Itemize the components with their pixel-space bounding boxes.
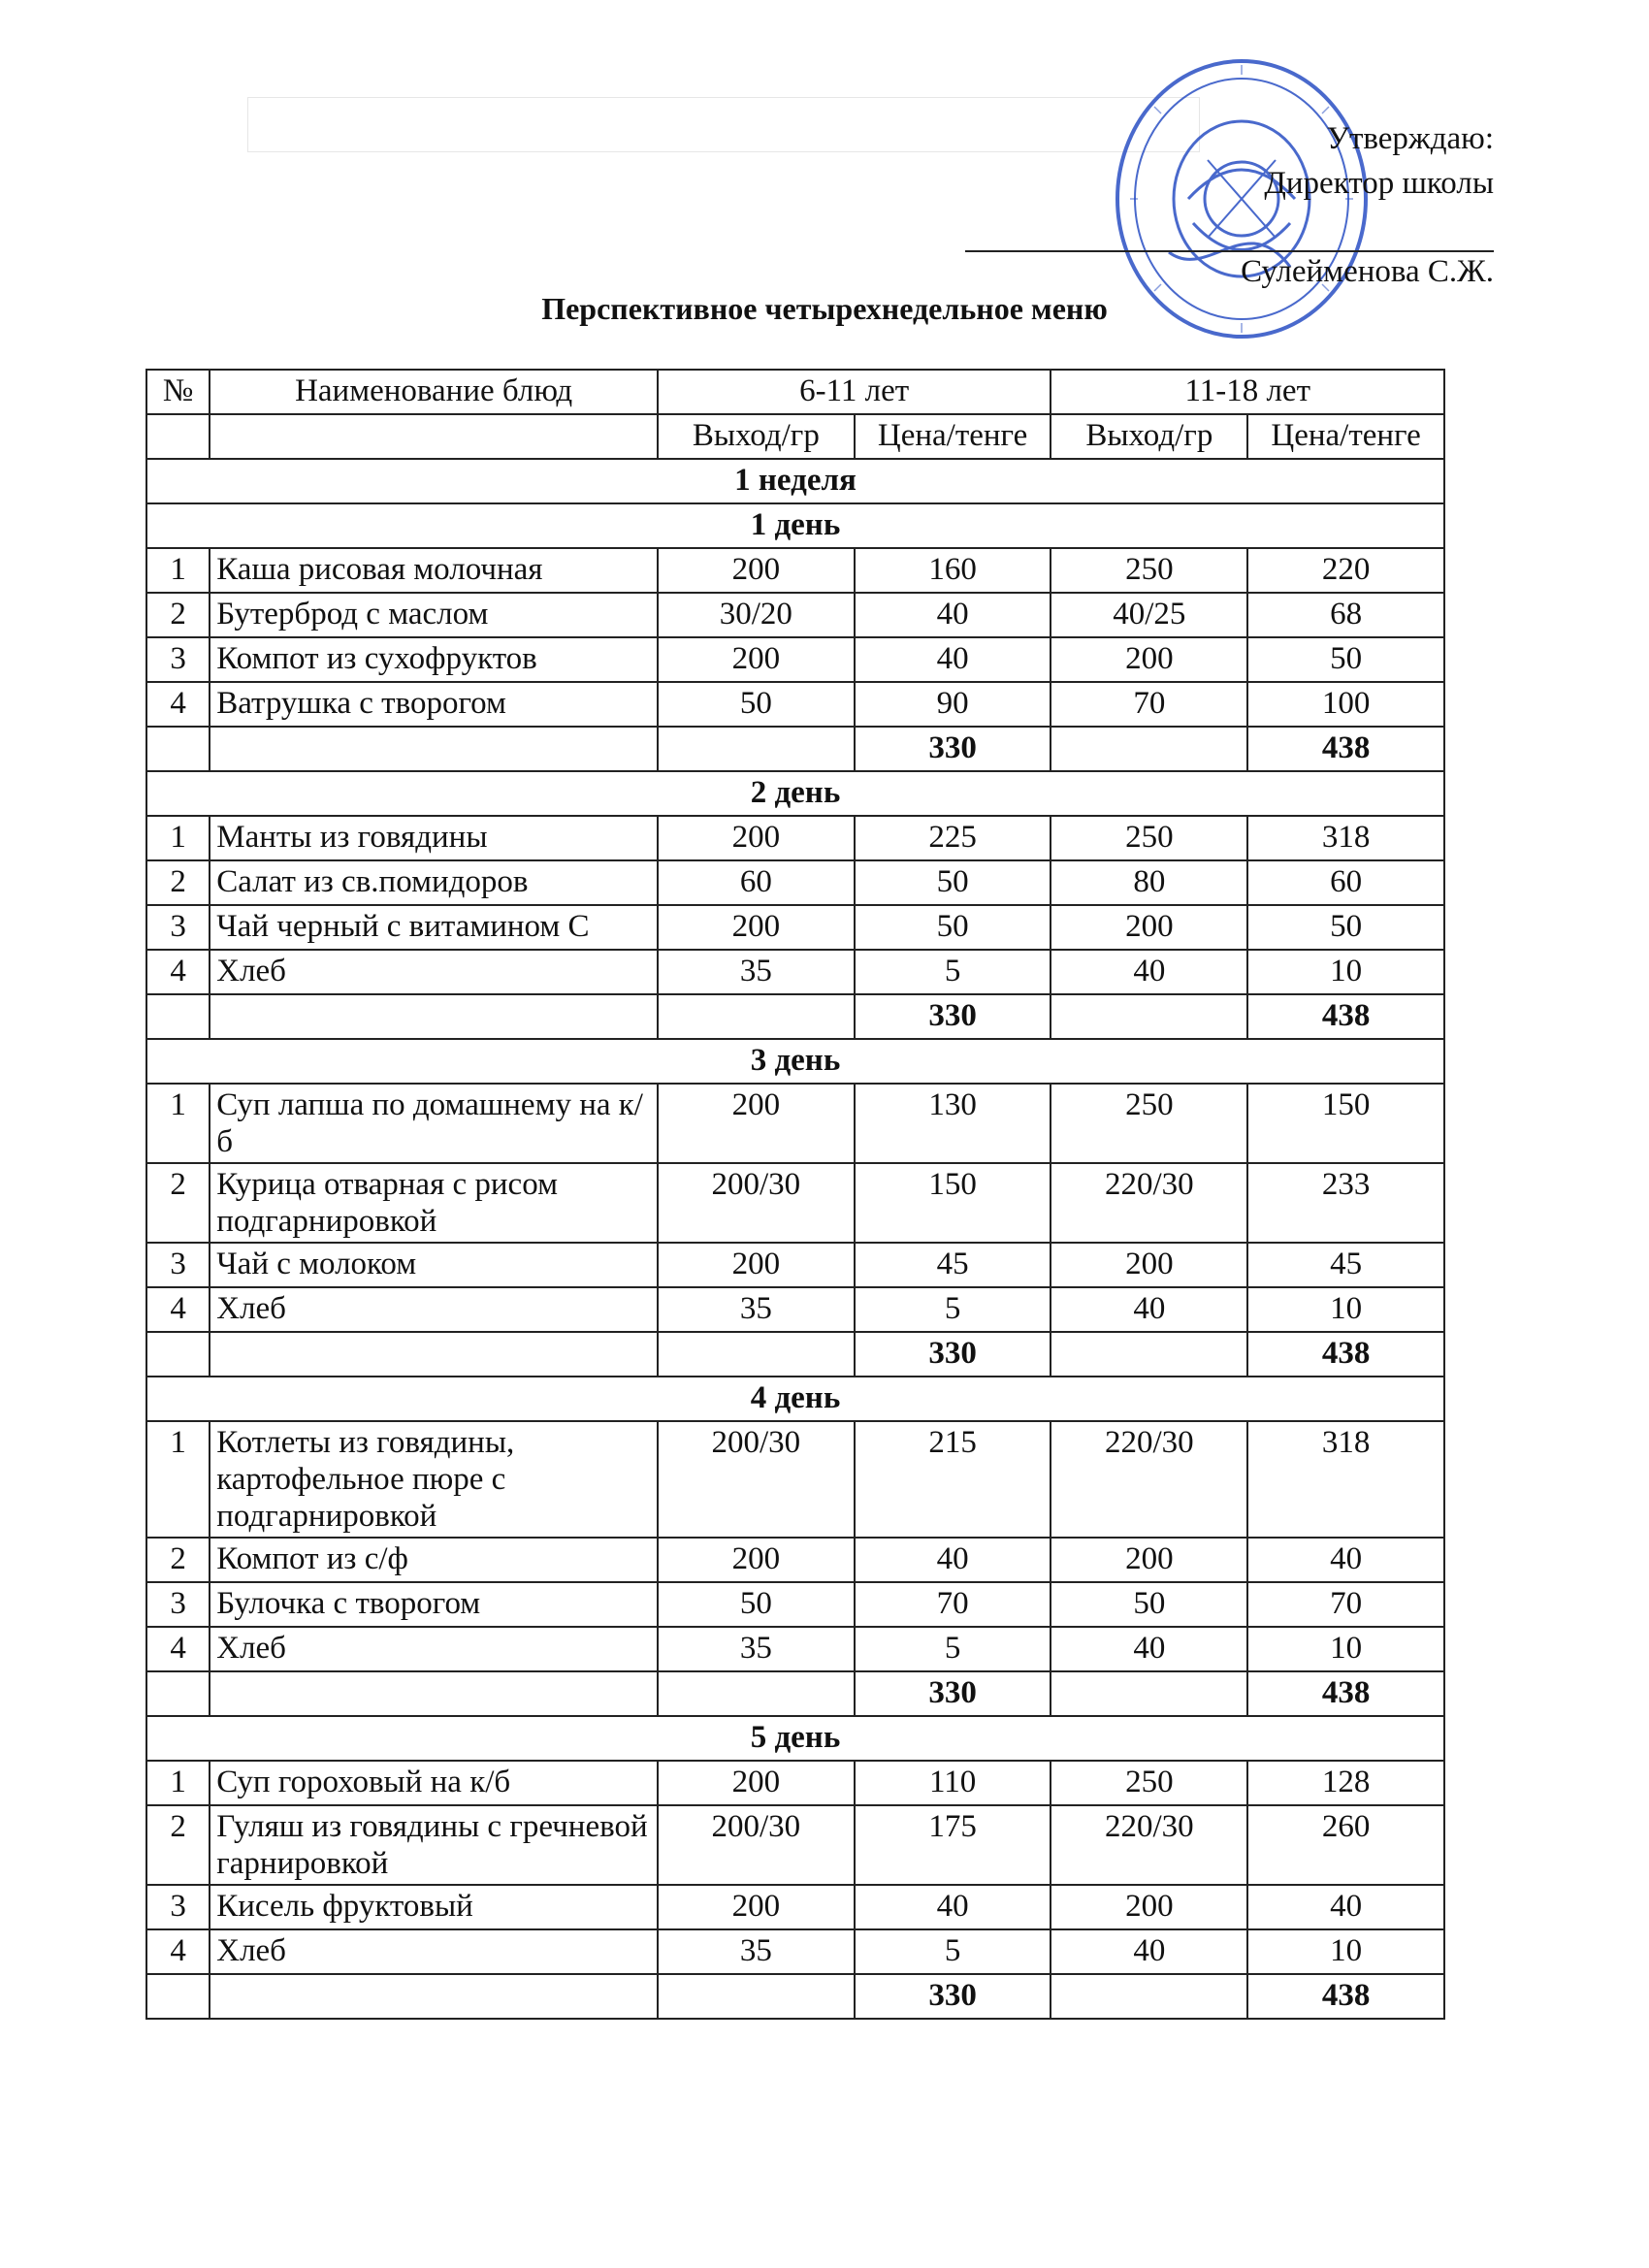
dish-name: Каша рисовая молочная: [210, 548, 658, 593]
price-11-18: 45: [1247, 1243, 1444, 1287]
total-blank: [1051, 1671, 1247, 1716]
portion-6-11: 200: [658, 1761, 855, 1805]
total-6-11: 330: [855, 1974, 1051, 2019]
director-label: Директор школы: [1264, 166, 1494, 201]
price-6-11: 175: [855, 1805, 1051, 1885]
dish-number: 1: [146, 1084, 210, 1163]
dish-name: Ватрушка с творогом: [210, 682, 658, 727]
total-blank: [146, 1671, 210, 1716]
price-11-18: 318: [1247, 816, 1444, 860]
total-11-18: 438: [1247, 1974, 1444, 2019]
portion-11-18: 40: [1051, 1929, 1247, 1974]
portion-6-11: 200: [658, 1084, 855, 1163]
total-6-11: 330: [855, 994, 1051, 1039]
dish-number: 1: [146, 1761, 210, 1805]
table-row: [146, 1538, 1444, 1582]
director-name: Сулейменова С.Ж.: [1241, 254, 1494, 289]
total-11-18: 438: [1247, 727, 1444, 771]
price-11-18: 150: [1247, 1084, 1444, 1163]
subheader-price-1: Цена/тенге: [855, 414, 1051, 459]
dish-number: 2: [146, 1538, 210, 1582]
portion-6-11: 200: [658, 1538, 855, 1582]
price-11-18: 128: [1247, 1761, 1444, 1805]
dish-name: Салат из св.помидоров: [210, 860, 658, 905]
price-6-11: 40: [855, 637, 1051, 682]
total-blank: [210, 994, 658, 1039]
day-header-row: [146, 1377, 1444, 1421]
subheader-price-2: Цена/тенге: [1247, 414, 1444, 459]
dish-number: 4: [146, 682, 210, 727]
price-6-11: 150: [855, 1163, 1051, 1243]
total-blank: [210, 1671, 658, 1716]
total-blank: [210, 727, 658, 771]
total-6-11: 330: [855, 727, 1051, 771]
subheader-out-1: Выход/гр: [658, 414, 855, 459]
table-row: [146, 950, 1444, 994]
day-label: 5 день: [146, 1716, 1444, 1761]
dish-number: 4: [146, 1929, 210, 1974]
dish-number: 1: [146, 548, 210, 593]
day-label: 3 день: [146, 1039, 1444, 1084]
dish-name: Компот из сухофруктов: [210, 637, 658, 682]
total-blank: [658, 727, 855, 771]
dish-number: 3: [146, 905, 210, 950]
dish-number: 4: [146, 1287, 210, 1332]
menu-table: [146, 369, 1445, 2020]
total-blank: [1051, 727, 1247, 771]
price-11-18: 60: [1247, 860, 1444, 905]
portion-11-18: 220/30: [1051, 1805, 1247, 1885]
subheader-row: [146, 414, 1444, 459]
dish-number: 2: [146, 1805, 210, 1885]
week-row: [146, 459, 1444, 503]
portion-11-18: 250: [1051, 1084, 1247, 1163]
day-header-row: [146, 1039, 1444, 1084]
portion-6-11: 200: [658, 637, 855, 682]
price-6-11: 40: [855, 1538, 1051, 1582]
portion-6-11: 35: [658, 1929, 855, 1974]
portion-11-18: 40: [1051, 1627, 1247, 1671]
dish-name: Чай черный с витамином С: [210, 905, 658, 950]
approve-label: Утверждаю:: [1326, 121, 1494, 156]
price-6-11: 90: [855, 682, 1051, 727]
price-6-11: 70: [855, 1582, 1051, 1627]
dish-name: Компот из с/ф: [210, 1538, 658, 1582]
portion-6-11: 200/30: [658, 1163, 855, 1243]
price-11-18: 10: [1247, 1287, 1444, 1332]
price-6-11: 5: [855, 950, 1051, 994]
portion-6-11: 200: [658, 1243, 855, 1287]
header-name: Наименование блюд: [210, 370, 658, 414]
table-row: [146, 905, 1444, 950]
table-row: [146, 1582, 1444, 1627]
portion-11-18: 250: [1051, 816, 1247, 860]
dish-name: Хлеб: [210, 1929, 658, 1974]
table-row: [146, 682, 1444, 727]
portion-11-18: 200: [1051, 905, 1247, 950]
price-11-18: 50: [1247, 637, 1444, 682]
price-6-11: 215: [855, 1421, 1051, 1538]
total-blank: [146, 994, 210, 1039]
table-row: [146, 816, 1444, 860]
dish-name: Хлеб: [210, 1287, 658, 1332]
total-row: [146, 1332, 1444, 1377]
day-label: 2 день: [146, 771, 1444, 816]
dish-name: Хлеб: [210, 950, 658, 994]
dish-number: 2: [146, 593, 210, 637]
table-row: [146, 1287, 1444, 1332]
day-header-row: [146, 1716, 1444, 1761]
total-11-18: 438: [1247, 994, 1444, 1039]
table-row: [146, 637, 1444, 682]
price-6-11: 5: [855, 1929, 1051, 1974]
portion-6-11: 200: [658, 816, 855, 860]
table-row: [146, 1627, 1444, 1671]
price-6-11: 45: [855, 1243, 1051, 1287]
price-11-18: 10: [1247, 1627, 1444, 1671]
table-row: [146, 548, 1444, 593]
dish-name: Котлеты из говядины, картофельное пюре с подгарнировкой: [210, 1421, 658, 1538]
dish-number: 4: [146, 950, 210, 994]
portion-6-11: 200: [658, 1885, 855, 1929]
dish-number: 2: [146, 860, 210, 905]
dish-name: Суп лапша по домашнему на к/б: [210, 1084, 658, 1163]
table-row: [146, 1243, 1444, 1287]
portion-6-11: 200/30: [658, 1805, 855, 1885]
portion-11-18: 40: [1051, 950, 1247, 994]
price-11-18: 50: [1247, 905, 1444, 950]
total-blank: [1051, 994, 1247, 1039]
dish-name: Бутерброд с маслом: [210, 593, 658, 637]
portion-6-11: 35: [658, 1627, 855, 1671]
price-6-11: 160: [855, 548, 1051, 593]
total-blank: [210, 1974, 658, 2019]
portion-11-18: 220/30: [1051, 1163, 1247, 1243]
header-row: [146, 370, 1444, 414]
total-blank: [1051, 1332, 1247, 1377]
portion-6-11: 50: [658, 1582, 855, 1627]
portion-6-11: 50: [658, 682, 855, 727]
portion-6-11: 200/30: [658, 1421, 855, 1538]
header-group-6-11: 6-11 лет: [658, 370, 1051, 414]
approval-block: [912, 116, 1494, 206]
day-header-row: [146, 503, 1444, 548]
dish-name: Суп гороховый на к/б: [210, 1761, 658, 1805]
portion-11-18: 80: [1051, 860, 1247, 905]
portion-11-18: 200: [1051, 1243, 1247, 1287]
dish-number: 1: [146, 1421, 210, 1538]
day-label: 1 день: [146, 503, 1444, 548]
subheader-out-2: Выход/гр: [1051, 414, 1247, 459]
dish-name: Манты из говядины: [210, 816, 658, 860]
dish-name: Хлеб: [210, 1627, 658, 1671]
price-11-18: 40: [1247, 1538, 1444, 1582]
table-row: [146, 1163, 1444, 1243]
signature-line: [965, 250, 1494, 252]
price-11-18: 40: [1247, 1885, 1444, 1929]
page-title: Перспективное четырехнедельное меню: [541, 291, 1108, 326]
table-row: [146, 1929, 1444, 1974]
total-6-11: 330: [855, 1671, 1051, 1716]
total-blank: [658, 1332, 855, 1377]
portion-11-18: 200: [1051, 1538, 1247, 1582]
price-11-18: 10: [1247, 1929, 1444, 1974]
table-row: [146, 1885, 1444, 1929]
portion-6-11: 35: [658, 1287, 855, 1332]
table-row: [146, 1084, 1444, 1163]
price-6-11: 40: [855, 593, 1051, 637]
subheader-blank: [146, 414, 210, 459]
price-6-11: 50: [855, 905, 1051, 950]
table-row: [146, 860, 1444, 905]
total-blank: [658, 1671, 855, 1716]
portion-11-18: 200: [1051, 637, 1247, 682]
dish-number: 3: [146, 1582, 210, 1627]
dish-name: Курица отварная с рисом подгарнировкой: [210, 1163, 658, 1243]
header-no: №: [146, 370, 210, 414]
portion-6-11: 30/20: [658, 593, 855, 637]
week-label: 1 неделя: [146, 459, 1444, 503]
price-6-11: 50: [855, 860, 1051, 905]
table-row: [146, 593, 1444, 637]
dish-number: 3: [146, 637, 210, 682]
portion-11-18: 40/25: [1051, 593, 1247, 637]
portion-11-18: 220/30: [1051, 1421, 1247, 1538]
total-blank: [146, 1332, 210, 1377]
price-11-18: 220: [1247, 548, 1444, 593]
total-blank: [146, 1974, 210, 2019]
total-row: [146, 994, 1444, 1039]
total-blank: [146, 727, 210, 771]
price-6-11: 110: [855, 1761, 1051, 1805]
total-row: [146, 727, 1444, 771]
total-11-18: 438: [1247, 1332, 1444, 1377]
portion-6-11: 200: [658, 905, 855, 950]
price-6-11: 225: [855, 816, 1051, 860]
price-6-11: 5: [855, 1287, 1051, 1332]
price-6-11: 40: [855, 1885, 1051, 1929]
price-11-18: 260: [1247, 1805, 1444, 1885]
portion-6-11: 200: [658, 548, 855, 593]
total-blank: [210, 1332, 658, 1377]
dish-name: Чай с молоком: [210, 1243, 658, 1287]
table-row: [146, 1761, 1444, 1805]
portion-11-18: 250: [1051, 1761, 1247, 1805]
dish-number: 3: [146, 1243, 210, 1287]
portion-6-11: 35: [658, 950, 855, 994]
dish-name: Гуляш из говядины с гречневой гарнировкой: [210, 1805, 658, 1885]
portion-6-11: 60: [658, 860, 855, 905]
portion-11-18: 200: [1051, 1885, 1247, 1929]
price-11-18: 70: [1247, 1582, 1444, 1627]
dish-number: 3: [146, 1885, 210, 1929]
dish-name: Кисель фруктовый: [210, 1885, 658, 1929]
price-11-18: 10: [1247, 950, 1444, 994]
price-11-18: 100: [1247, 682, 1444, 727]
total-6-11: 330: [855, 1332, 1051, 1377]
total-row: [146, 1974, 1444, 2019]
portion-11-18: 70: [1051, 682, 1247, 727]
dish-number: 1: [146, 816, 210, 860]
day-label: 4 день: [146, 1377, 1444, 1421]
day-header-row: [146, 771, 1444, 816]
dish-name: Булочка с творогом: [210, 1582, 658, 1627]
price-11-18: 68: [1247, 593, 1444, 637]
subheader-blank: [210, 414, 658, 459]
price-6-11: 5: [855, 1627, 1051, 1671]
total-row: [146, 1671, 1444, 1716]
dish-number: 2: [146, 1163, 210, 1243]
price-11-18: 318: [1247, 1421, 1444, 1538]
portion-11-18: 250: [1051, 548, 1247, 593]
table-row: [146, 1805, 1444, 1885]
total-blank: [1051, 1974, 1247, 2019]
portion-11-18: 40: [1051, 1287, 1247, 1332]
total-11-18: 438: [1247, 1671, 1444, 1716]
portion-11-18: 50: [1051, 1582, 1247, 1627]
header-group-11-18: 11-18 лет: [1051, 370, 1444, 414]
dish-number: 4: [146, 1627, 210, 1671]
total-blank: [658, 1974, 855, 2019]
total-blank: [658, 994, 855, 1039]
price-6-11: 130: [855, 1084, 1051, 1163]
price-11-18: 233: [1247, 1163, 1444, 1243]
table-row: [146, 1421, 1444, 1538]
